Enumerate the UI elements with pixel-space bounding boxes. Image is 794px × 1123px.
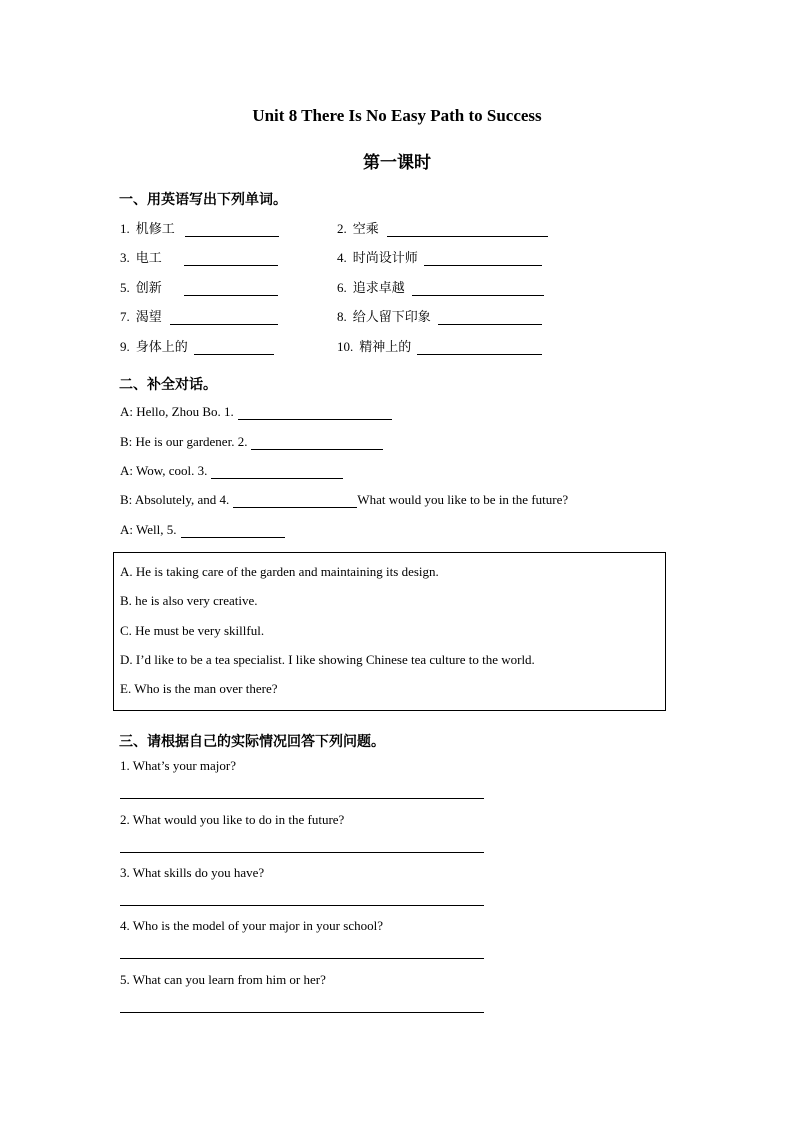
vocab-num: 7.	[120, 309, 130, 324]
vocab-item	[120, 218, 279, 237]
dialogue-text: B: Absolutely, and 4.	[120, 492, 230, 507]
dialogue-text: A: Well, 5.	[120, 522, 177, 537]
vocab-num: 8.	[337, 309, 347, 324]
dialogue-line	[120, 434, 383, 450]
vocab-num: 4.	[337, 250, 347, 265]
vocab-num: 5.	[120, 280, 130, 295]
vocab-item	[337, 247, 542, 266]
answer-blank[interactable]	[170, 310, 278, 325]
vocab-cn: 创新	[135, 281, 162, 296]
vocab-cn: 追求卓越	[352, 281, 405, 296]
answer-blank[interactable]	[194, 340, 274, 355]
dialogue-line	[120, 463, 343, 479]
vocab-item	[337, 306, 542, 325]
vocab-item	[337, 277, 544, 296]
lesson-subtitle: 第一课时	[363, 153, 431, 173]
vocab-num: 1.	[120, 221, 130, 236]
option-b: B. he is also very creative.	[120, 593, 258, 608]
vocab-cn: 时尚设计师	[352, 251, 418, 266]
vocab-cn: 渴望	[135, 310, 162, 325]
vocab-item	[120, 277, 278, 296]
answer-blank[interactable]	[181, 523, 285, 538]
answer-blank[interactable]	[211, 464, 343, 479]
options-box	[113, 552, 666, 711]
option-c: C. He must be very skillful.	[120, 623, 265, 638]
section1-heading: 一、用英语写出下列单词。	[119, 192, 287, 208]
answer-line[interactable]	[120, 905, 484, 906]
vocab-num: 3.	[120, 250, 130, 265]
vocab-cn: 身体上的	[135, 340, 188, 355]
dialogue-text: B: He is our gardener. 2.	[120, 434, 248, 449]
answer-blank[interactable]	[251, 435, 383, 450]
answer-blank[interactable]	[184, 281, 278, 296]
question: 4. Who is the model of your major in your school?	[120, 918, 383, 933]
option-e: E. Who is the man over there?	[120, 681, 278, 696]
section3-heading: 三、请根据自己的实际情况回答下列问题。	[119, 734, 385, 750]
page-title: Unit 8 There Is No Easy Path to Success	[252, 106, 542, 125]
answer-blank[interactable]	[185, 222, 279, 237]
dialogue-line	[120, 522, 285, 538]
option-d: D. I’d like to be a tea specialist. I like showing Chinese tea culture to the world.	[120, 652, 535, 667]
dialogue-line	[120, 404, 392, 420]
answer-blank[interactable]	[233, 493, 357, 508]
vocab-cn: 电工	[135, 251, 162, 266]
question: 1. What’s your major?	[120, 758, 237, 773]
question: 2. What would you like to do in the future?	[120, 812, 345, 827]
vocab-item	[337, 336, 542, 355]
vocab-num: 10.	[337, 339, 354, 354]
option-a: A. He is taking care of the garden and maintaining its design.	[120, 564, 439, 579]
vocab-item	[120, 306, 278, 325]
answer-blank[interactable]	[184, 251, 278, 266]
answer-blank[interactable]	[412, 281, 544, 296]
answer-blank[interactable]	[417, 340, 542, 355]
vocab-num: 6.	[337, 280, 347, 295]
vocab-item	[120, 336, 274, 355]
question: 5. What can you learn from him or her?	[120, 972, 326, 987]
vocab-cn: 机修工	[135, 222, 175, 237]
vocab-num: 9.	[120, 339, 130, 354]
vocab-cn: 精神上的	[359, 340, 412, 355]
dialogue-text: A: Wow, cool. 3.	[120, 463, 208, 478]
answer-blank[interactable]	[238, 405, 392, 420]
dialogue-text: A: Hello, Zhou Bo. 1.	[120, 404, 234, 419]
answer-blank[interactable]	[387, 222, 548, 237]
dialogue-line	[120, 492, 568, 508]
question: 3. What skills do you have?	[120, 865, 265, 880]
vocab-cn: 给人留下印象	[352, 310, 431, 325]
vocab-item	[120, 247, 278, 266]
vocab-cn: 空乘	[352, 222, 379, 237]
vocab-item	[337, 218, 548, 237]
section2-heading: 二、补全对话。	[119, 377, 217, 393]
answer-line[interactable]	[120, 852, 484, 853]
answer-line[interactable]	[120, 1012, 484, 1013]
answer-line[interactable]	[120, 798, 484, 799]
vocab-num: 2.	[337, 221, 347, 236]
answer-line[interactable]	[120, 958, 484, 959]
answer-blank[interactable]	[438, 310, 542, 325]
answer-blank[interactable]	[424, 251, 542, 266]
dialogue-text-tail: What would you like to be in the future?	[357, 492, 569, 507]
